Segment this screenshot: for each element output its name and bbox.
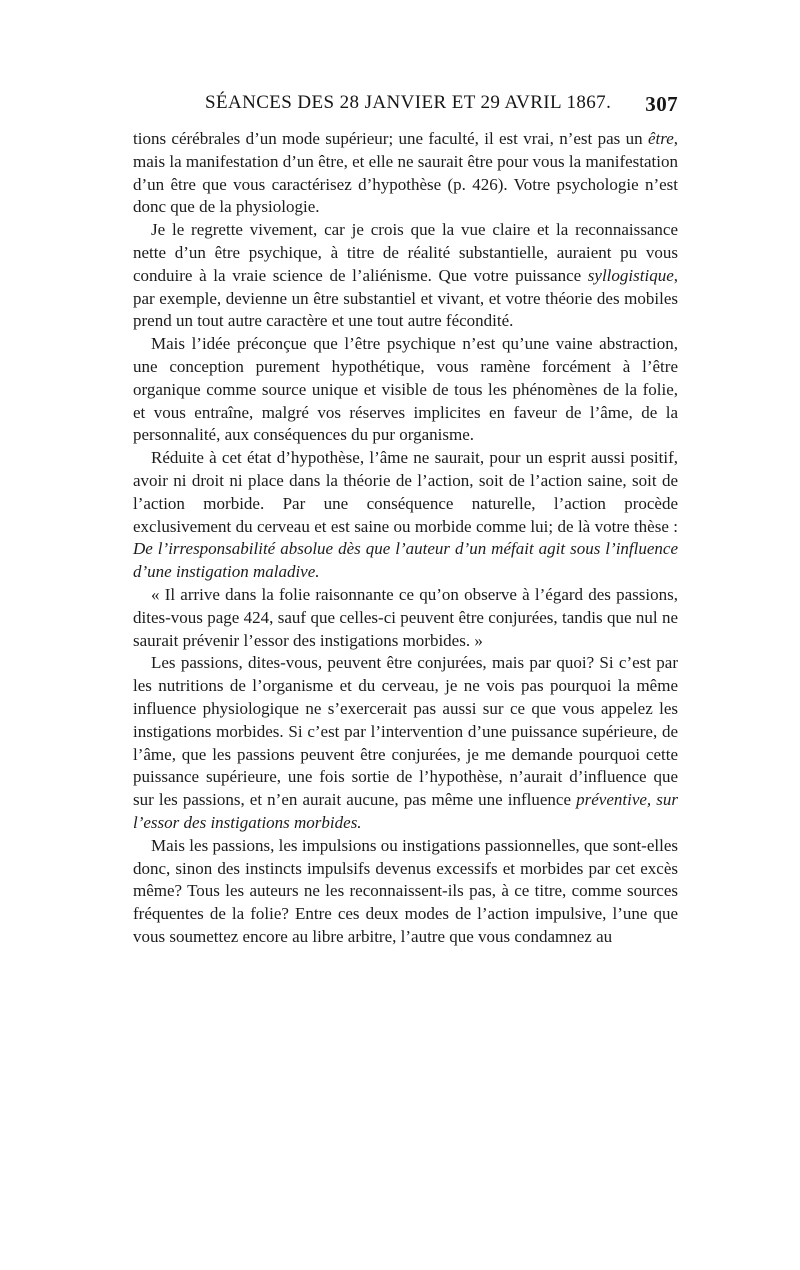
text-run: , par exemple, devienne un être substantiel et vivant, et votre théorie des mobiles prend un tout autre caractère et une tout autre fécondité.	[133, 265, 678, 331]
paragraph	[133, 219, 678, 333]
page-number: 307	[645, 92, 678, 116]
text-run: « Il arrive dans la folie raisonnante ce qu’on observe à l’égard des passions, dites-vous page 424, sauf que celles-ci peuvent être conjurées, tandis que nul ne saurait prévenir l’essor des instigations morbides. »	[133, 584, 678, 650]
paragraph	[133, 652, 678, 834]
italic-text: préventive, sur l’essor des instigations morbides.	[133, 790, 678, 832]
header-title: SÉANCES DES 28 JANVIER ET 29 AVRIL 1867.	[205, 92, 612, 113]
text-run: Les passions, dites-vous, peuvent être conjurées, mais par quoi? Si c’est par les nutritions de l’organisme et du cerveau, je ne vois pas pourquoi la même influence physiologique ne s’exercerait pas aussi sur ce que vous appelez les instigations morbides. Si c’est par l’intervention d’une puissance supérieure, de l’âme, que les passions peuvent être conjurées, je me demande pourquoi cette puissance supérieure, une fois sortie de l’hypothèse, n’aurait d’influence que sur les passions, et n’en aurait aucune, pas même une influence	[133, 653, 678, 810]
paragraph	[133, 835, 678, 949]
body-text	[133, 128, 678, 949]
italic-text: De l’irresponsabilité absolue dès que l’auteur d’un méfait agit sous l’influence d’une instigation maladive.	[133, 539, 678, 582]
text-run: Mais les passions, les impulsions ou instigations passionnelles, que sont-elles donc, sinon des instincts impulsifs devenus excessifs et morbides par cet excès même? Tous les auteurs ne les reconnaissent-ils pas, à ce titre, comme sources fréquentes de la folie? Entre ces deux modes de l’action impulsive, l’une que vous soumettez encore au libre arbitre, l’autre que vous condamnez au	[133, 835, 678, 946]
paragraph	[133, 447, 678, 584]
italic-text: être	[647, 129, 674, 148]
running-header	[133, 92, 678, 122]
text-run: , mais la manifestation d’un être, et elle ne saurait être pour vous la manifestation d’un être que vous caractérisez d’hypothèse (p. 426). Votre psychologie n’est donc que de la physiologie.	[133, 129, 678, 217]
text-run: tions cérébrales d’un mode supérieur; une faculté, il est vrai, n’est pas un	[133, 129, 648, 148]
paragraph	[133, 333, 678, 447]
paragraph	[133, 584, 678, 652]
text-run: Mais l’idée préconçue que l’être psychique n’est qu’une vaine abstraction, une conception purement hypothétique, vous ramène forcément à l’être organique comme source unique et visible de tous les phénomènes de la folie, et vous entraîne, malgré vos réserves implicites en faveur de l’âme, de la personnalité, aux conséquences du pur organisme.	[133, 334, 678, 445]
text-run: Réduite à cet état d’hypothèse, l’âme ne saurait, pour un esprit aussi positif, avoir ni droit ni place dans la théorie de l’action, soit de l’action saine, soit de l’action morbide. Par une conséquence naturelle, l’action procède exclusivement du cerveau et est saine ou morbide comme lui; de là votre thèse :	[133, 448, 678, 536]
italic-text: syllogistique	[587, 265, 674, 285]
paragraph	[133, 128, 678, 219]
text-run: Je le regrette vivement, car je crois que la vue claire et la reconnaissance nette d’un être psychique, à titre de réalité substantielle, auraient pu vous conduire à la vraie science de l’aliénisme. Que votre puissance	[133, 220, 678, 285]
